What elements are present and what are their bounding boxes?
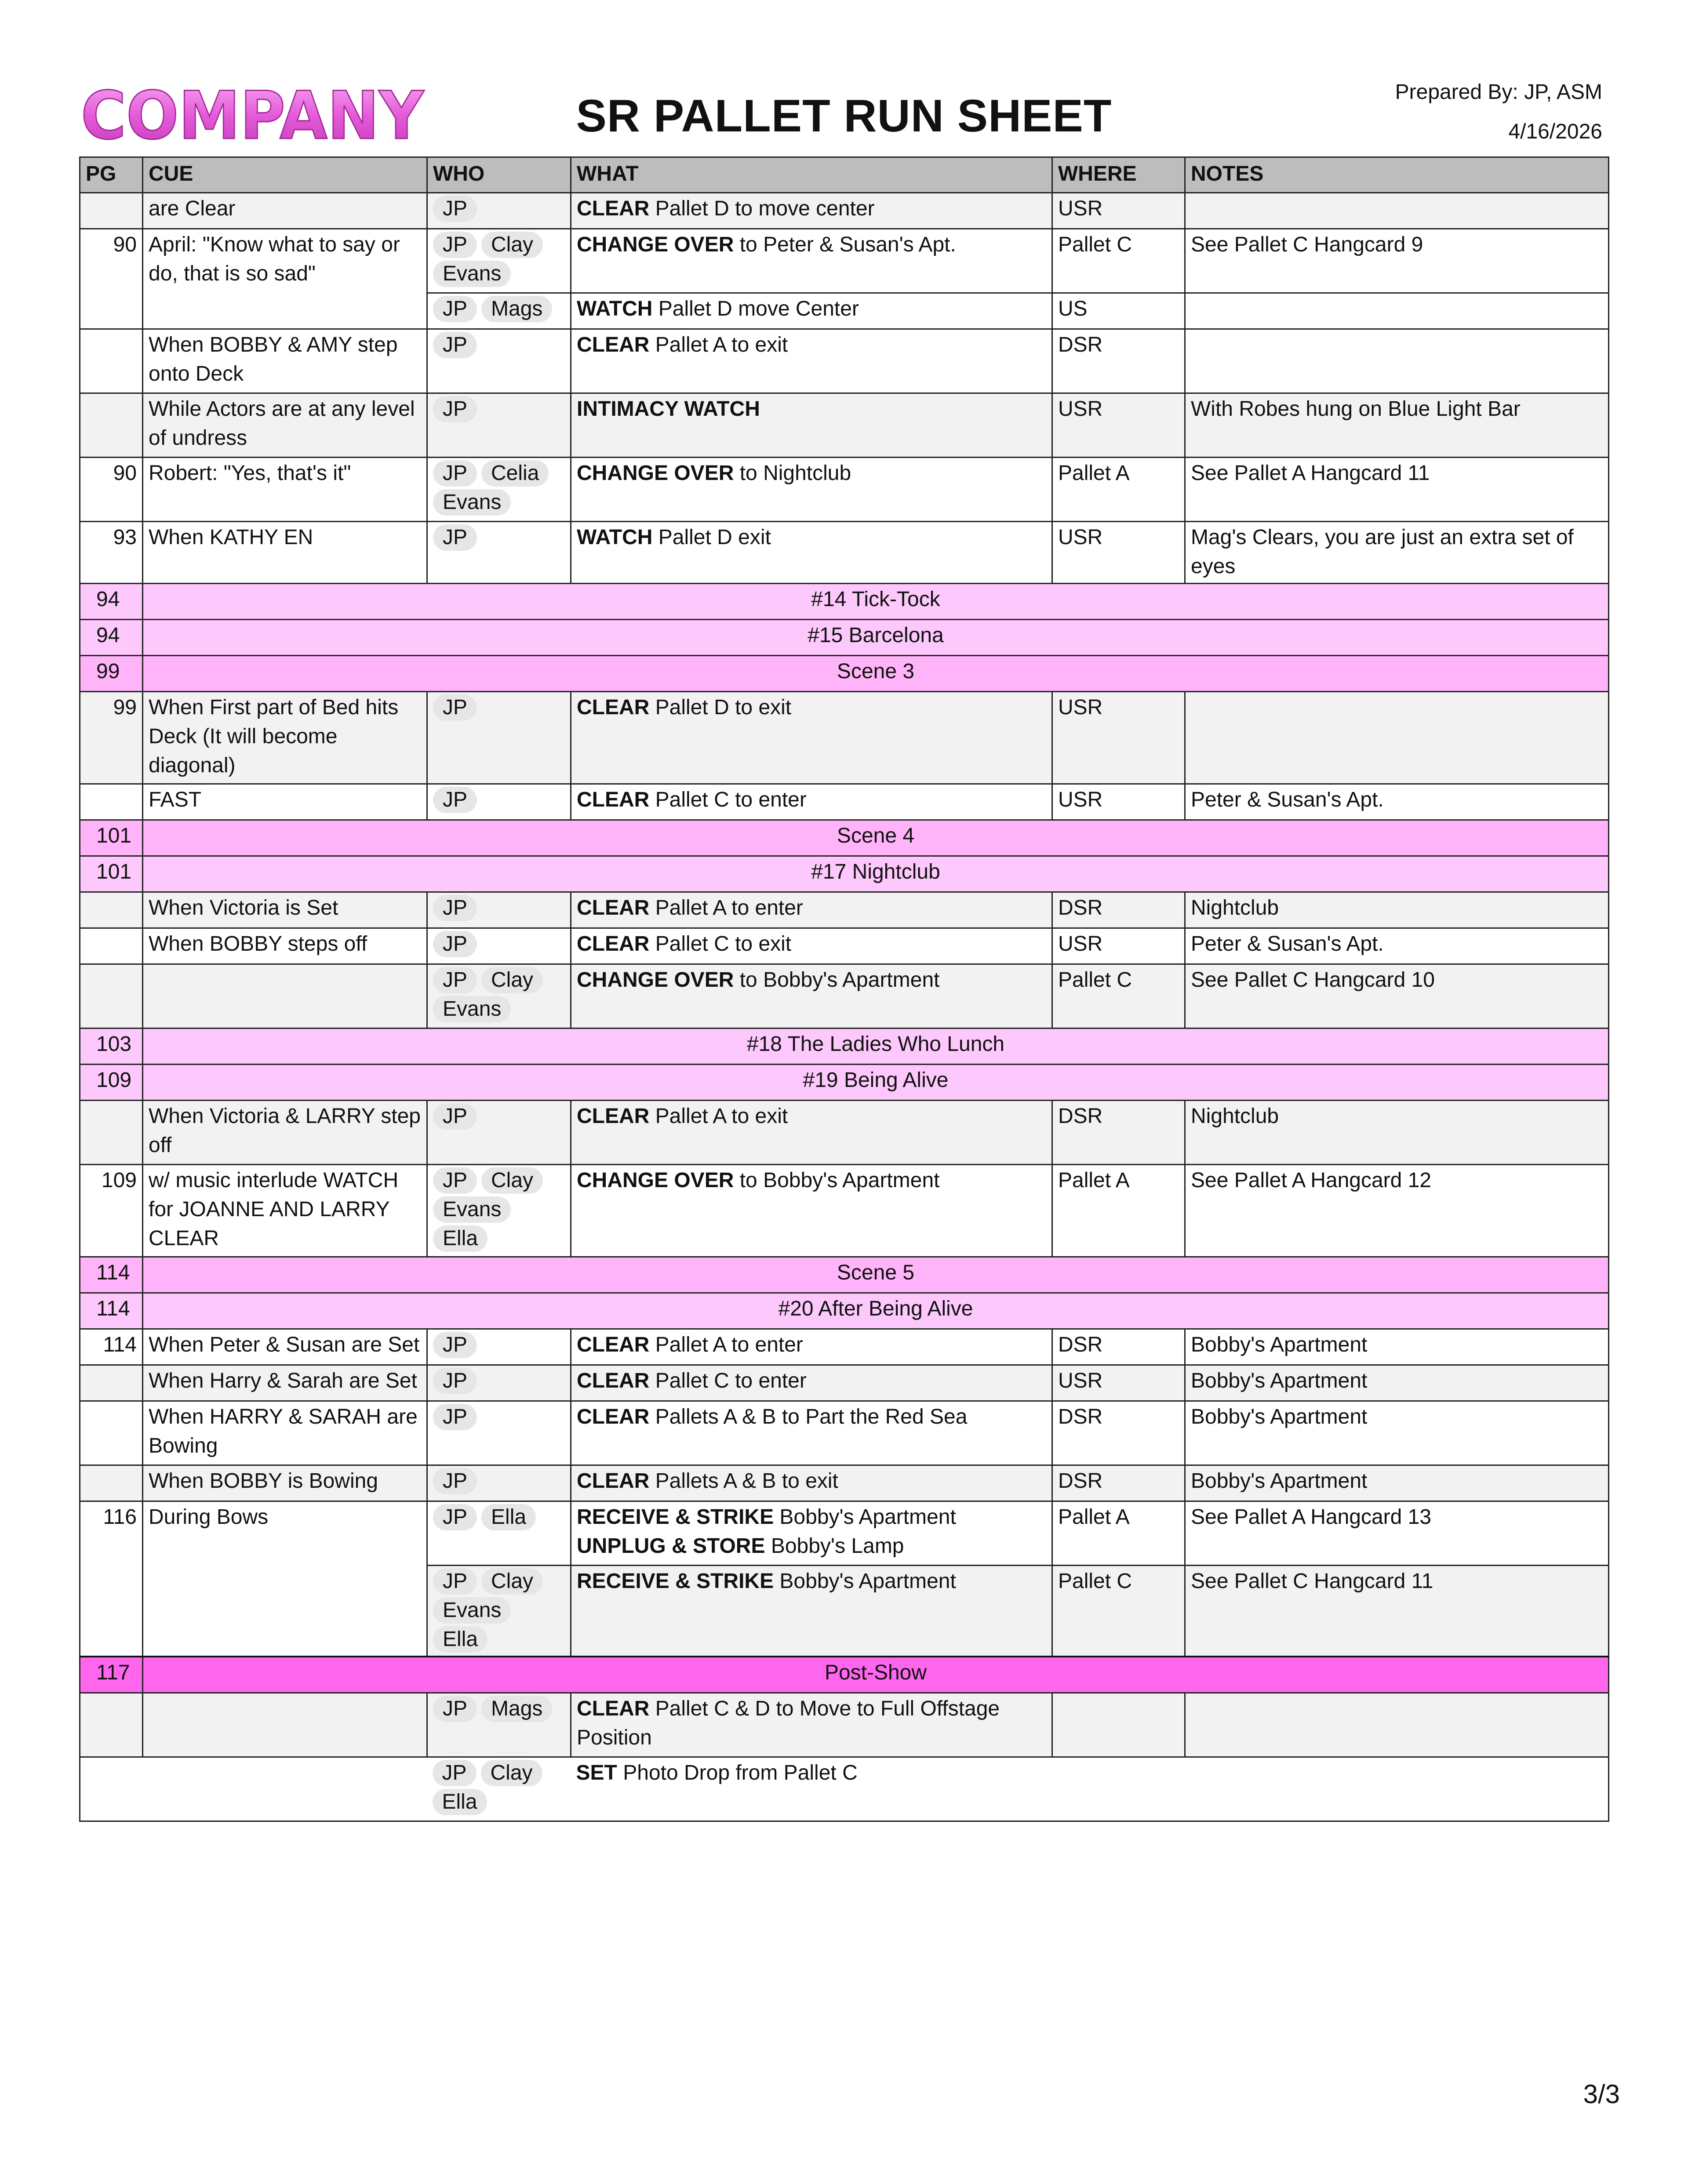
cue-row bbox=[80, 393, 1609, 458]
action-verb: CLEAR bbox=[577, 1333, 650, 1356]
action-verb: CHANGE OVER bbox=[577, 233, 734, 256]
cue-text: When HARRY & SARAH are Bowing bbox=[143, 1401, 427, 1465]
who-cell bbox=[427, 1165, 571, 1257]
empty-cell bbox=[1052, 1757, 1609, 1821]
crew-chip: JP bbox=[433, 1404, 477, 1430]
action-verb: CLEAR bbox=[577, 1697, 650, 1720]
action-verb: CLEAR bbox=[577, 932, 650, 956]
cue-row bbox=[80, 1757, 1609, 1821]
who-cell bbox=[427, 1757, 571, 1821]
where-cell: USR bbox=[1052, 692, 1185, 784]
action-verb: CLEAR bbox=[577, 1369, 650, 1392]
crew-chip: Ella bbox=[433, 1626, 487, 1653]
cue-text: When Victoria is Set bbox=[143, 892, 427, 928]
what-cell bbox=[571, 1329, 1052, 1365]
who-cell bbox=[427, 522, 571, 584]
who-cell bbox=[427, 1365, 571, 1401]
where-cell: DSR bbox=[1052, 1329, 1185, 1365]
action-verb: RECEIVE & STRIKE bbox=[577, 1570, 774, 1593]
page-ref: 103 bbox=[80, 1028, 143, 1065]
action-detail: Pallets A & B to Part the Red Sea bbox=[649, 1405, 968, 1428]
page-ref: 94 bbox=[80, 584, 143, 620]
what-cell bbox=[571, 1501, 1052, 1566]
company-logo bbox=[79, 79, 426, 154]
scene-row bbox=[80, 820, 1609, 856]
action-detail: Bobby's Apartment bbox=[774, 1570, 956, 1593]
action-verb: WATCH bbox=[577, 526, 653, 549]
action-detail: Pallet C & D to Move to Full Offstage Position bbox=[577, 1697, 1000, 1749]
page-ref bbox=[80, 964, 143, 1028]
who-cell bbox=[427, 1465, 571, 1501]
scene-row bbox=[80, 1257, 1609, 1293]
notes-cell: Nightclub bbox=[1185, 1101, 1609, 1165]
action-detail: Pallet C to enter bbox=[649, 788, 807, 811]
action-verb: RECEIVE & STRIKE bbox=[577, 1505, 774, 1529]
page-ref: 90 bbox=[80, 458, 143, 522]
document-date: 4/16/2026 bbox=[1508, 120, 1602, 143]
page-ref: 101 bbox=[80, 856, 143, 892]
action-detail: Pallet D to exit bbox=[649, 696, 792, 719]
crew-chip: Mags bbox=[481, 296, 552, 322]
action-verb: SET bbox=[576, 1761, 617, 1784]
who-cell bbox=[427, 1401, 571, 1465]
action-verb: CLEAR bbox=[577, 696, 650, 719]
crew-chip: JP bbox=[433, 967, 477, 993]
cue-row bbox=[80, 892, 1609, 928]
notes-cell: Peter & Susan's Apt. bbox=[1185, 784, 1609, 820]
action-detail: Pallet A to exit bbox=[649, 1105, 788, 1128]
cue-row bbox=[80, 964, 1609, 1028]
where-cell: Pallet A bbox=[1052, 1501, 1185, 1566]
section-label: #14 Tick-Tock bbox=[143, 584, 1609, 620]
action-verb: WATCH bbox=[577, 297, 653, 320]
run-sheet-table bbox=[79, 156, 1609, 1822]
page-ref bbox=[80, 1365, 143, 1401]
action-detail: Pallets A & B to exit bbox=[649, 1469, 838, 1493]
action-detail: Pallet A to exit bbox=[649, 333, 788, 356]
crew-chip: Evans bbox=[433, 996, 511, 1022]
where-cell: USR bbox=[1052, 193, 1185, 229]
crew-chip: Evans bbox=[433, 1196, 511, 1223]
action-verb: CHANGE OVER bbox=[577, 968, 734, 992]
header-row bbox=[80, 157, 1609, 193]
what-cell bbox=[571, 329, 1052, 393]
who-cell bbox=[427, 293, 571, 329]
who-cell bbox=[427, 1693, 571, 1757]
crew-chip: JP bbox=[433, 1568, 477, 1595]
notes-cell bbox=[1185, 692, 1609, 784]
crew-chip: Clay bbox=[481, 1167, 543, 1194]
cue-text: w/ music interlude WATCH for JOANNE AND LARRY CLEAR bbox=[143, 1165, 427, 1257]
col-what: WHAT bbox=[571, 157, 1052, 193]
crew-chip: Mags bbox=[481, 1696, 552, 1722]
col-notes: NOTES bbox=[1185, 157, 1609, 193]
notes-cell: See Pallet C Hangcard 10 bbox=[1185, 964, 1609, 1028]
page-ref: 99 bbox=[80, 656, 143, 692]
action-detail: Photo Drop from Pallet C bbox=[617, 1761, 858, 1784]
notes-cell: See Pallet A Hangcard 13 bbox=[1185, 1501, 1609, 1566]
page-ref bbox=[80, 1693, 143, 1757]
crew-chip: JP bbox=[433, 524, 477, 551]
run-sheet-body bbox=[80, 193, 1609, 1821]
where-cell: Pallet C bbox=[1052, 964, 1185, 1028]
crew-chip: JP bbox=[433, 1332, 477, 1358]
cue-row bbox=[80, 1501, 1609, 1566]
page-ref: 109 bbox=[80, 1065, 143, 1101]
crew-chip: Celia bbox=[481, 460, 549, 487]
notes-cell: Bobby's Apartment bbox=[1185, 1365, 1609, 1401]
cue-text: are Clear bbox=[143, 193, 427, 229]
notes-cell: Bobby's Apartment bbox=[1185, 1465, 1609, 1501]
section-label: #17 Nightclub bbox=[143, 856, 1609, 892]
page-ref: 116 bbox=[80, 1501, 143, 1657]
crew-chip: JP bbox=[433, 1103, 477, 1130]
action-verb: CHANGE OVER bbox=[577, 1169, 734, 1192]
crew-chip: JP bbox=[433, 332, 477, 358]
song-row bbox=[80, 1065, 1609, 1101]
action-verb: CLEAR bbox=[577, 788, 650, 811]
where-cell: USR bbox=[1052, 1365, 1185, 1401]
page-ref: 114 bbox=[80, 1293, 143, 1329]
where-cell: Pallet A bbox=[1052, 458, 1185, 522]
page-ref: 90 bbox=[80, 229, 143, 329]
section-label: Scene 3 bbox=[143, 656, 1609, 692]
what-cell bbox=[571, 784, 1052, 820]
cue-row bbox=[80, 229, 1609, 293]
who-cell bbox=[427, 329, 571, 393]
page-ref: 114 bbox=[80, 1257, 143, 1293]
action-detail: Pallet C to exit bbox=[649, 932, 792, 956]
page-ref bbox=[80, 193, 143, 229]
cue-row bbox=[80, 1693, 1609, 1757]
page-ref: 101 bbox=[80, 820, 143, 856]
what-cell bbox=[571, 458, 1052, 522]
who-cell bbox=[427, 928, 571, 964]
logo-text: COMPANY bbox=[81, 79, 425, 154]
crew-chip: JP bbox=[433, 1167, 477, 1194]
notes-cell bbox=[1185, 1693, 1609, 1757]
col-pg: PG bbox=[80, 157, 143, 193]
crew-chip: JP bbox=[433, 460, 477, 487]
action-detail: Pallet D to move center bbox=[649, 197, 875, 220]
action-detail: Bobby's Apartment bbox=[774, 1505, 956, 1529]
section-label: #15 Barcelona bbox=[143, 620, 1609, 656]
who-cell bbox=[427, 1101, 571, 1165]
where-cell: DSR bbox=[1052, 892, 1185, 928]
crew-chip: Ella bbox=[433, 1225, 487, 1252]
page-ref bbox=[80, 928, 143, 964]
page-number: 3/3 bbox=[1583, 2079, 1620, 2109]
where-cell: USR bbox=[1052, 393, 1185, 458]
where-cell: USR bbox=[1052, 784, 1185, 820]
action-verb: INTIMACY WATCH bbox=[577, 397, 760, 421]
where-cell: Pallet C bbox=[1052, 1566, 1185, 1657]
cue-row bbox=[80, 928, 1609, 964]
notes-cell: See Pallet A Hangcard 12 bbox=[1185, 1165, 1609, 1257]
cue-row bbox=[80, 522, 1609, 584]
section-label: #19 Being Alive bbox=[143, 1065, 1609, 1101]
action-detail: Pallet A to enter bbox=[649, 1333, 803, 1356]
cue-row bbox=[80, 692, 1609, 784]
page-ref bbox=[80, 393, 143, 458]
crew-chip: JP bbox=[433, 296, 477, 322]
col-where: WHERE bbox=[1052, 157, 1185, 193]
where-cell: DSR bbox=[1052, 1465, 1185, 1501]
section-label: Post-Show bbox=[143, 1657, 1609, 1693]
where-cell: USR bbox=[1052, 928, 1185, 964]
page-ref: 94 bbox=[80, 620, 143, 656]
empty-cell bbox=[80, 1757, 427, 1821]
notes-cell bbox=[1185, 329, 1609, 393]
where-cell: DSR bbox=[1052, 329, 1185, 393]
page-ref bbox=[80, 329, 143, 393]
action-detail: to Nightclub bbox=[734, 462, 851, 485]
section-label: #20 After Being Alive bbox=[143, 1293, 1609, 1329]
what-cell bbox=[571, 193, 1052, 229]
document-title: SR PALLET RUN SHEET bbox=[576, 91, 1112, 142]
crew-chip: Clay bbox=[481, 967, 543, 993]
notes-cell bbox=[1185, 293, 1609, 329]
cue-text: While Actors are at any level of undress bbox=[143, 393, 427, 458]
notes-cell: See Pallet C Hangcard 11 bbox=[1185, 1566, 1609, 1657]
what-cell bbox=[571, 1165, 1052, 1257]
where-cell: DSR bbox=[1052, 1401, 1185, 1465]
section-label: #18 The Ladies Who Lunch bbox=[143, 1028, 1609, 1065]
who-cell bbox=[427, 393, 571, 458]
cue-row bbox=[80, 1165, 1609, 1257]
who-cell bbox=[427, 1501, 571, 1566]
where-cell: Pallet C bbox=[1052, 229, 1185, 293]
what-cell bbox=[571, 892, 1052, 928]
cue-text: When Peter & Susan are Set bbox=[143, 1329, 427, 1365]
crew-chip: JP bbox=[433, 931, 477, 957]
post-show-row bbox=[80, 1657, 1609, 1693]
notes-cell: Mag's Clears, you are just an extra set of eyes bbox=[1185, 522, 1609, 584]
who-cell bbox=[427, 964, 571, 1028]
action-verb: CLEAR bbox=[577, 1405, 650, 1428]
action-detail: to Peter & Susan's Apt. bbox=[734, 233, 956, 256]
action-detail: Pallet D move Center bbox=[652, 297, 859, 320]
where-cell: DSR bbox=[1052, 1101, 1185, 1165]
cue-row bbox=[80, 1365, 1609, 1401]
cue-text: When Victoria & LARRY step off bbox=[143, 1101, 427, 1165]
crew-chip: Clay bbox=[481, 1568, 543, 1595]
where-cell: USR bbox=[1052, 522, 1185, 584]
who-cell bbox=[427, 784, 571, 820]
what-cell bbox=[571, 1401, 1052, 1465]
crew-chip: Evans bbox=[433, 489, 511, 516]
notes-cell: With Robes hung on Blue Light Bar bbox=[1185, 393, 1609, 458]
where-cell bbox=[1052, 1693, 1185, 1757]
crew-chip: JP bbox=[433, 694, 477, 721]
notes-cell: Nightclub bbox=[1185, 892, 1609, 928]
action-verb: UNPLUG & STORE bbox=[577, 1534, 765, 1558]
what-cell bbox=[571, 1465, 1052, 1501]
action-detail: to Bobby's Apartment bbox=[734, 968, 940, 992]
page-ref bbox=[80, 1101, 143, 1165]
cue-text bbox=[143, 964, 427, 1028]
cue-text: When BOBBY steps off bbox=[143, 928, 427, 964]
who-cell bbox=[427, 458, 571, 522]
song-row bbox=[80, 856, 1609, 892]
action-detail: Bobby's Lamp bbox=[765, 1534, 904, 1558]
cue-text: When Harry & Sarah are Set bbox=[143, 1365, 427, 1401]
col-cue: CUE bbox=[143, 157, 427, 193]
page-ref: 99 bbox=[80, 692, 143, 784]
crew-chip: JP bbox=[433, 1696, 477, 1722]
cue-text: When BOBBY & AMY step onto Deck bbox=[143, 329, 427, 393]
crew-chip: Clay bbox=[481, 232, 543, 258]
scene-row bbox=[80, 656, 1609, 692]
what-cell bbox=[571, 1757, 1052, 1821]
what-cell bbox=[571, 1101, 1052, 1165]
what-cell bbox=[571, 522, 1052, 584]
crew-chip: JP bbox=[433, 895, 477, 921]
who-cell bbox=[427, 892, 571, 928]
what-cell bbox=[571, 928, 1052, 964]
crew-chip: JP bbox=[433, 1368, 477, 1394]
page-ref bbox=[80, 1465, 143, 1501]
cue-row bbox=[80, 329, 1609, 393]
prepared-by: Prepared By: JP, ASM bbox=[1395, 80, 1602, 104]
what-cell bbox=[571, 1566, 1052, 1657]
who-cell bbox=[427, 193, 571, 229]
action-detail: to Bobby's Apartment bbox=[734, 1169, 940, 1192]
action-verb: CLEAR bbox=[577, 1469, 650, 1493]
action-detail: Pallet A to enter bbox=[649, 896, 803, 919]
page-ref: 117 bbox=[80, 1657, 143, 1693]
crew-chip: JP bbox=[433, 1504, 477, 1530]
notes-cell bbox=[1185, 193, 1609, 229]
cue-text: During Bows bbox=[143, 1501, 427, 1657]
who-cell bbox=[427, 1329, 571, 1365]
what-cell bbox=[571, 1693, 1052, 1757]
song-row bbox=[80, 620, 1609, 656]
cue-row bbox=[80, 1101, 1609, 1165]
action-verb: CLEAR bbox=[577, 1105, 650, 1128]
cue-row bbox=[80, 458, 1609, 522]
page-ref: 114 bbox=[80, 1329, 143, 1365]
who-cell bbox=[427, 229, 571, 293]
where-cell: Pallet A bbox=[1052, 1165, 1185, 1257]
page-ref bbox=[80, 784, 143, 820]
crew-chip: JP bbox=[433, 1468, 477, 1494]
what-cell bbox=[571, 964, 1052, 1028]
what-cell bbox=[571, 393, 1052, 458]
cue-row bbox=[80, 193, 1609, 229]
song-row bbox=[80, 584, 1609, 620]
cue-text: FAST bbox=[143, 784, 427, 820]
page-ref bbox=[80, 1401, 143, 1465]
page-ref: 93 bbox=[80, 522, 143, 584]
cue-text bbox=[143, 1693, 427, 1757]
cue-text: When BOBBY is Bowing bbox=[143, 1465, 427, 1501]
crew-chip: Evans bbox=[433, 261, 511, 287]
crew-chip: JP bbox=[433, 396, 477, 422]
what-cell bbox=[571, 293, 1052, 329]
page-ref bbox=[80, 892, 143, 928]
notes-cell: See Pallet C Hangcard 9 bbox=[1185, 229, 1609, 293]
notes-cell: Peter & Susan's Apt. bbox=[1185, 928, 1609, 964]
action-verb: CLEAR bbox=[577, 896, 650, 919]
cue-text: When KATHY EN bbox=[143, 522, 427, 584]
notes-cell: Bobby's Apartment bbox=[1185, 1329, 1609, 1365]
who-cell bbox=[427, 692, 571, 784]
what-cell bbox=[571, 692, 1052, 784]
crew-chip: JP bbox=[433, 787, 477, 813]
section-label: Scene 5 bbox=[143, 1257, 1609, 1293]
action-verb: CHANGE OVER bbox=[577, 462, 734, 485]
song-row bbox=[80, 1028, 1609, 1065]
crew-chip: Ella bbox=[433, 1789, 487, 1815]
crew-chip: JP bbox=[433, 232, 477, 258]
cue-row bbox=[80, 1401, 1609, 1465]
page-ref: 109 bbox=[80, 1165, 143, 1257]
action-detail: Pallet C to enter bbox=[649, 1369, 807, 1392]
what-cell bbox=[571, 1365, 1052, 1401]
crew-chip: Clay bbox=[481, 1760, 542, 1786]
cue-row bbox=[80, 1329, 1609, 1365]
cue-row bbox=[80, 1465, 1609, 1501]
what-cell bbox=[571, 229, 1052, 293]
cue-text: When First part of Bed hits Deck (It will become diagonal) bbox=[143, 692, 427, 784]
section-label: Scene 4 bbox=[143, 820, 1609, 856]
cue-text: April: "Know what to say or do, that is so sad" bbox=[143, 229, 427, 329]
crew-chip: Ella bbox=[481, 1504, 536, 1530]
notes-cell: Bobby's Apartment bbox=[1185, 1401, 1609, 1465]
action-verb: CLEAR bbox=[577, 333, 650, 356]
col-who: WHO bbox=[427, 157, 571, 193]
crew-chip: JP bbox=[433, 1760, 477, 1786]
crew-chip: JP bbox=[433, 196, 477, 222]
action-verb: CLEAR bbox=[577, 197, 650, 220]
cue-row bbox=[80, 784, 1609, 820]
where-cell: US bbox=[1052, 293, 1185, 329]
song-row bbox=[80, 1293, 1609, 1329]
notes-cell: See Pallet A Hangcard 11 bbox=[1185, 458, 1609, 522]
action-detail: Pallet D exit bbox=[652, 526, 771, 549]
cue-text: Robert: "Yes, that's it" bbox=[143, 458, 427, 522]
crew-chip: Evans bbox=[433, 1597, 511, 1624]
who-cell bbox=[427, 1566, 571, 1657]
